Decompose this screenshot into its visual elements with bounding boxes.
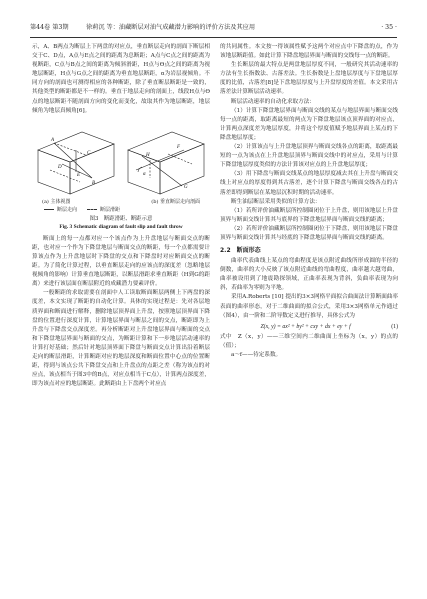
equation-1 [220,322,398,332]
right-column [220,43,398,360]
left-column [32,43,210,389]
paragraph: 生长断层的最大特点是两盘地层厚度不同，一般研究其活动速率的方法有生长指数法、古落差法。生长指数是上盘地层厚度与下盘地层厚度的比值，古落差[8]是下盘地层厚度与上升盘厚度的差值。本文采用古落差法计算断层活动速率。 [220,62,398,96]
running-header [30,22,397,34]
legend-dashed-line-icon [87,209,97,210]
equation-number: (1) [391,323,398,330]
subcaption-b: (b) 垂直断层走向剖面 [151,198,200,205]
legend-label: 断层走向 [57,206,78,213]
paragraph: 的共同属性。本文按一得该属性赋予这两个对应点中下降盘的点，作为该地层断距值。如此计算下降盘地层界面与断面的交线每一点的断距。 [220,44,398,60]
equation-body: Z(x, y) = ax² + by² + cxy + dx + ey + f [260,323,351,330]
list-step: （3）用下降盘与断面交线某点的地层厚度减去其在上升盘与断面交线上对应点的厚度得到其古落差，逐个计算下降盘与断面交线各点的古落差即得到断层在某地层沉积时期的活动速率。 [220,171,398,196]
paragraph: 一般断距的求取需要在剖面中人工读取断面断层两侧上下两盘的深度差，本文实现了断距的自动化计算。具体的实现过程是：先对各层地质界面和断面进行解释，删除地层顶界面上升盘，按照地层顶界面下降盘的位置进行深度计算，计算地层界面与断层之间的交点，断距即为上升盘与下降盘交点深度差。再分析断距对上升盘地层界面与断面的交点和下降盘地层界面与断面的交点，为断距计算和下一步地层活动速率的计算打好基础；然后针对地层顶界面下降盘与断面交点计算出沿着断层走向的断层滑距，计算断距对应的地层深度和断面位置中心点的位置断距，得到与该点公共下降盘交点和上升盘点的点距之差（称为该点的对应点，该点相当于图3中的B点，对应点相当于C点），计算两点深度差，即为该点对应的地层断距。此断距由上下盘两个对应点 [32,290,210,388]
point-label-h: H [146,152,150,158]
paragraph: 采用A.Roberts [10] 提出的3×3网格平面拟合曲面法计算断面曲率表面的曲率形态，对于二维曲面的拟合公式，采用3×3网格单元作通过（图4），由一阶和二阶导数定义进行推导，具体公式为 [220,294,398,319]
legend-item [87,206,120,214]
figure-legend [32,206,210,214]
header-rule [30,37,397,38]
list-step: （1）计算下降盘地层界面与断面交线的某点与地层界面与断面交线每一点的距离，取距离最短的两点为下降盘地层该点顶界面的对应点，计算两点深度差为地层厚度，并将这个厚度值赋予地层界面上某点的下降盘地层厚度； [220,107,398,141]
paragraph: 式中 Z（x，y）——三维空间内二维曲面上坐标为（x，y）的点的（值）； [220,333,398,349]
point-label-b: B [92,180,96,186]
point-label-c: C [87,150,91,156]
paragraph: 示，A、B两点为断层上下两盘的对应点，垂直断层走向的剖面下断层相交于C、D点，A点与E点之间的距离为总断距；A点与C点之间的距离为视断距，C点与B点之间的距离为倾斜滑距，H点与Ө点之间的距离为视地层断距，H点与G点之间的距离为垂直地层断距，α为岩层视倾角。不同方向的剖面也可测得相应的各种断距，除了垂直断层断距是一致的，其他类型的断距都是不一样的。垂直于地层走向的剖面上，线段H点与Ө点的地层断距不随剖面方向的变化而变化，故取其作为地层断距，地层倾角为地层真倾角[6]。 [32,44,210,114]
figure-caption-en: Fig. 3 Schematic diagram of fault slip and fault throw [59,223,183,230]
page-number: · 35 · [381,24,397,31]
subcaption-a: (a) 主体视图 [42,198,71,205]
point-label-d: D [58,164,62,170]
journal-volume: 第44卷 第3期 [30,24,69,31]
paragraph: 断面上的每一点都对应一个该点作为上升盘地层与断面交点的断距，也对应一个作为下降盘地层与断面交点的断距，每一个点都需要计算该点作为上升盘地层时下降盘的交点和下降盘时对应断面交点的断距。为了简化计算过程，以垂直断层走向的应该点的深度差（忽略地层视倾角的影响）计算垂直地层断距，以断层滑距求垂直断距（H到G的距离）来进行该层面在断层附近的成藏潜力要素评价。 [32,235,210,288]
list-step: （2）若所评价油藏断层所控制圈闭位于下降盘，则用该地层下降盘顶界与断面交线计算其与经底的下降盘地层界面与断面交线的距离。 [220,225,398,241]
fault-diagram [32,120,210,198]
point-label-e: E [77,172,81,178]
point-label-a: A [51,137,55,143]
paragraph: a～f——待定系数。 [231,351,282,358]
list-step: （2）计算该点与上升盘地层顶界与断面交线各点的距离，取距离最短的一点为该点在上升盘地层顶界与断面交线中的对应点，采用与计算下降盘地层厚度类似的方法计算该对应点的上升盘地层厚度； [220,144,398,169]
paragraph: 曲率代表曲线上某点的弯曲程度是该点附近曲线所形成圆的半径的倒数，曲率的大小反映了该点附近曲线的弯曲程度，曲率越大越弯曲，曲率被设用到了地震勘探领域，正曲率表现为背斜，负曲率表现为向斜，若曲率为零则为平地。 [220,258,398,292]
article-running-title: 徐莉沉 等：油藏断层对油气成藏潜力影响的评价方法及其应用 [86,24,256,31]
paragraph: 断层活动速率的自动化求取方法： [231,98,315,105]
figure-caption-cn: 图3 断距滑距、断距示意 [89,215,153,222]
legend-solid-line-icon [44,209,54,210]
point-label-f: F [177,144,181,150]
point-label-g: G [184,184,188,190]
legend-item [44,206,77,214]
list-step: （1）若所评价油藏断层所控制圈闭位于上升盘，则用该地层上升盘顶界与断面交线计算其与底界的下降盘地层界面与断面交线的距离； [220,207,398,223]
figure-3 [32,120,210,231]
figure-subcaptions [32,198,210,206]
angle-label-alpha: α [143,171,146,177]
section-heading: 2.2 断面形态 [220,247,261,255]
paragraph: 断生油层断层采用类似的计算方法： [231,198,321,205]
legend-label: 断层滑距 [100,206,121,213]
